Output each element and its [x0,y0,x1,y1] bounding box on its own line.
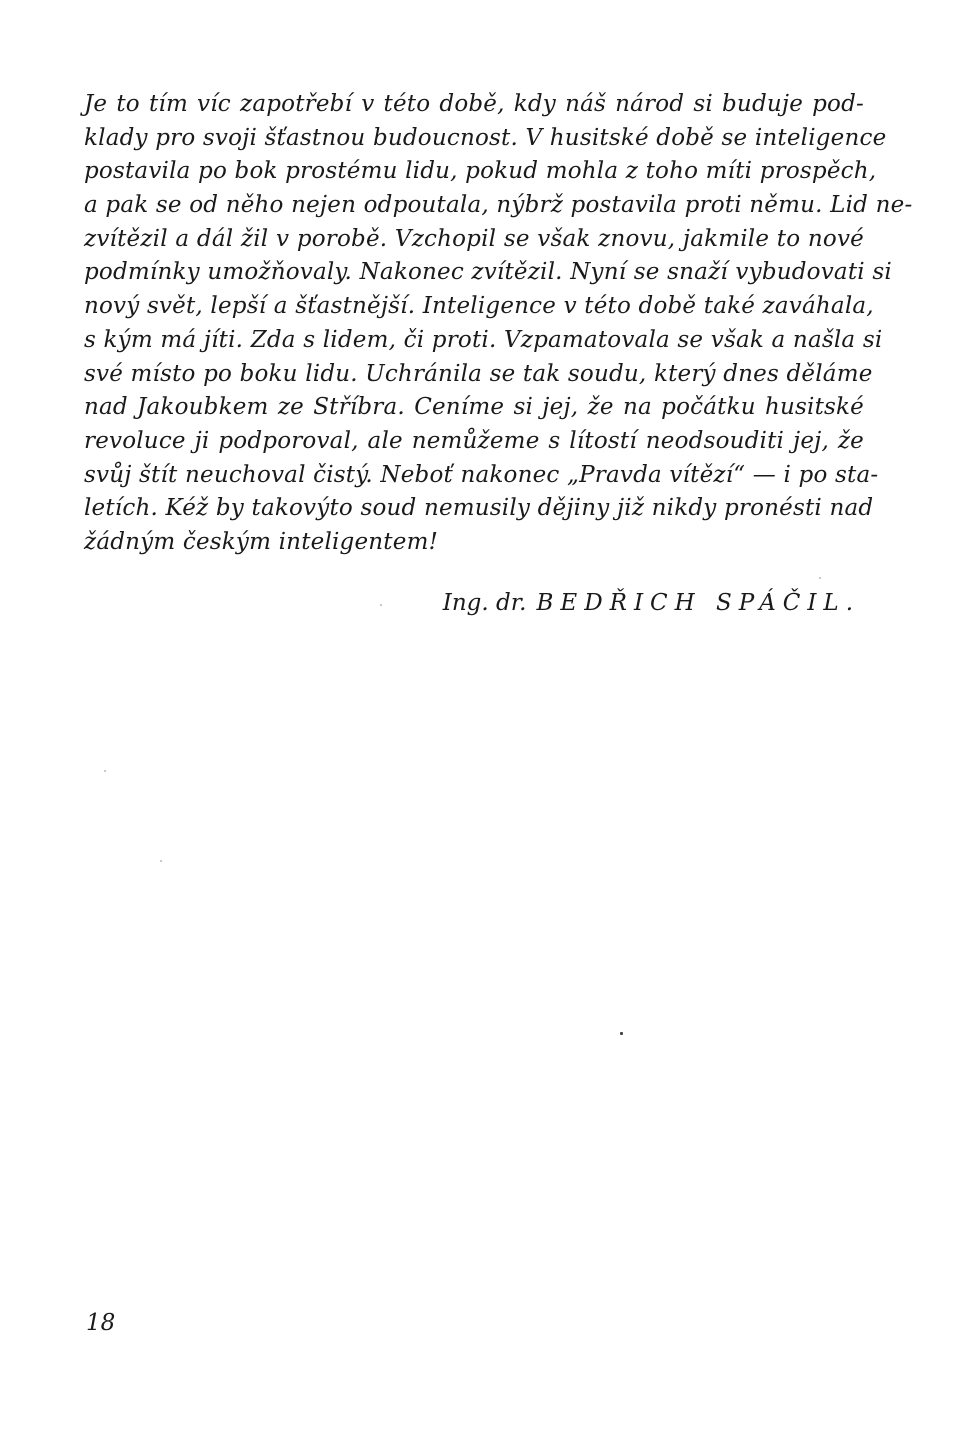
paragraph-line: a pak se od něho nejen odpoutala, nýbrž postavila proti němu. Lid ne- [84,192,913,219]
paragraph-line: Je to tím víc zapotřebí v této době, kdy náš národ si buduje pod- [84,91,864,117]
author-title: Ing. dr. [442,590,527,616]
author-name: BEDŘICH SPÁČIL. [536,590,860,616]
paragraph-line: s kým má jíti. Zda s lidem, či proti. Vzpamatovala se však a našla si [84,326,883,353]
paragraph-line: letích. Kéž by takovýto soud nemusily dějiny již nikdy pronésti nad [84,495,874,522]
page-number: 18 [86,1310,116,1336]
paragraph-line: klady pro svoji šťastnou budoucnost. V husitské době se inteligence [84,124,887,151]
paragraph-line: svůj štít neuchoval čistý. Neboť nakonec „Pravda vítězí“ — i po sta- [84,461,879,488]
paragraph-line: postavila po bok prostému lidu, pokud mohla z toho míti prospěch, [84,158,877,185]
paragraph-line: žádným českým inteligentem! [84,528,439,555]
paper-speck [819,577,821,579]
paper-speck [104,770,106,772]
paper-speck [160,860,162,862]
paragraph-line: zvítězil a dál žil v porobě. Vzchopil se však znovu, jakmile to nové [84,225,864,252]
paragraph-line: revoluce ji podporoval, ale nemůžeme s lítostí neodsouditi jej, že [84,427,864,454]
paragraph-line: nový svět, lepší a šťastnější. Inteligence v této době také zaváhala, [84,293,874,320]
body-paragraph [84,88,913,560]
paragraph-line: nad Jakoubkem ze Stříbra. Ceníme si jej, že na počátku husitské [84,394,864,421]
paragraph-line: své místo po boku lidu. Uchránila se tak soudu, který dnes děláme [84,360,873,387]
paper-speck [380,604,382,606]
paragraph-line: podmínky umožňovaly. Nakonec zvítězil. Nyní se snaží vybudovati si [84,259,892,286]
author-signature [443,586,860,620]
paper-speck [620,1032,623,1035]
